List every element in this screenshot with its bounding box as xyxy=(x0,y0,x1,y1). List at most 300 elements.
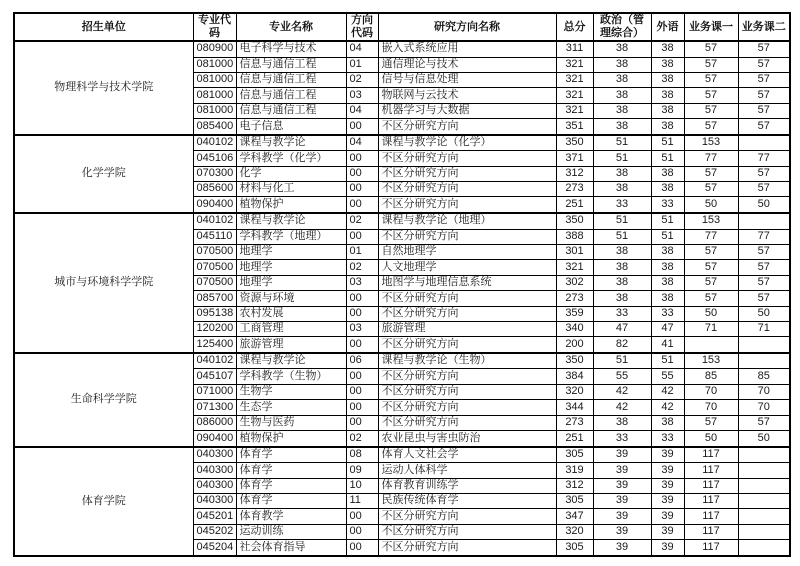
direction-code-cell: 01 xyxy=(346,57,378,72)
header-research-direction: 研究方向名称 xyxy=(378,13,556,41)
direction-code-cell: 04 xyxy=(346,41,378,57)
politics-score-cell: 38 xyxy=(593,103,651,118)
research-direction-cell: 物联网与云技术 xyxy=(378,88,556,103)
major-code-cell: 040300 xyxy=(193,493,236,508)
politics-score-cell: 38 xyxy=(593,41,651,57)
foreign-language-score-cell: 51 xyxy=(651,353,684,369)
course-one-score-cell: 57 xyxy=(684,182,738,197)
foreign-language-score-cell: 38 xyxy=(651,57,684,72)
total-score-cell: 305 xyxy=(556,540,593,556)
politics-score-cell: 38 xyxy=(593,119,651,135)
major-name-cell: 课程与教学论 xyxy=(236,213,346,229)
direction-code-cell: 02 xyxy=(346,72,378,87)
foreign-language-score-cell: 39 xyxy=(651,524,684,539)
research-direction-cell: 不区分研究方向 xyxy=(378,415,556,430)
politics-score-cell: 33 xyxy=(593,197,651,213)
course-two-score-cell: 57 xyxy=(738,72,790,87)
major-code-cell: 040102 xyxy=(193,213,236,229)
table-row xyxy=(14,353,790,369)
total-score-cell: 320 xyxy=(556,524,593,539)
major-name-cell: 地理学 xyxy=(236,244,346,259)
major-code-cell: 081000 xyxy=(193,57,236,72)
major-name-cell: 体育学 xyxy=(236,447,346,463)
direction-code-cell: 00 xyxy=(346,151,378,166)
foreign-language-score-cell: 39 xyxy=(651,447,684,463)
direction-code-cell: 11 xyxy=(346,493,378,508)
major-name-cell: 农村发展 xyxy=(236,306,346,321)
research-direction-cell: 不区分研究方向 xyxy=(378,182,556,197)
course-one-score-cell: 117 xyxy=(684,509,738,524)
politics-score-cell: 51 xyxy=(593,229,651,244)
direction-code-cell: 09 xyxy=(346,463,378,478)
research-direction-cell: 不区分研究方向 xyxy=(378,119,556,135)
course-one-score-cell: 85 xyxy=(684,369,738,384)
direction-code-cell: 00 xyxy=(346,540,378,556)
major-name-cell: 信息与通信工程 xyxy=(236,72,346,87)
politics-score-cell: 39 xyxy=(593,509,651,524)
major-code-cell: 040300 xyxy=(193,463,236,478)
direction-code-cell: 08 xyxy=(346,447,378,463)
major-name-cell: 植物保护 xyxy=(236,431,346,447)
direction-code-cell: 02 xyxy=(346,260,378,275)
major-code-cell: 085700 xyxy=(193,291,236,306)
major-name-cell: 课程与教学论 xyxy=(236,135,346,151)
total-score-cell: 371 xyxy=(556,151,593,166)
research-direction-cell: 民族传统体育学 xyxy=(378,493,556,508)
foreign-language-score-cell: 38 xyxy=(651,88,684,103)
major-name-cell: 电子信息 xyxy=(236,119,346,135)
unit-cell: 物理科学与技术学院 xyxy=(14,41,193,135)
total-score-cell: 312 xyxy=(556,166,593,181)
total-score-cell: 311 xyxy=(556,41,593,57)
total-score-cell: 347 xyxy=(556,509,593,524)
total-score-cell: 321 xyxy=(556,88,593,103)
direction-code-cell: 00 xyxy=(346,509,378,524)
major-code-cell: 081000 xyxy=(193,103,236,118)
total-score-cell: 321 xyxy=(556,57,593,72)
course-two-score-cell: 57 xyxy=(738,103,790,118)
politics-score-cell: 38 xyxy=(593,72,651,87)
table-row xyxy=(14,447,790,463)
politics-score-cell: 33 xyxy=(593,306,651,321)
course-one-score-cell: 117 xyxy=(684,478,738,493)
research-direction-cell: 课程与教学论（化学） xyxy=(378,135,556,151)
major-name-cell: 生物与医药 xyxy=(236,415,346,430)
research-direction-cell: 旅游管理 xyxy=(378,321,556,336)
foreign-language-score-cell: 42 xyxy=(651,384,684,399)
direction-code-cell: 00 xyxy=(346,524,378,539)
course-two-score-cell: 50 xyxy=(738,306,790,321)
major-code-cell: 080900 xyxy=(193,41,236,57)
research-direction-cell: 机器学习与大数据 xyxy=(378,103,556,118)
major-name-cell: 工商管理 xyxy=(236,321,346,336)
research-direction-cell: 不区分研究方向 xyxy=(378,291,556,306)
politics-score-cell: 39 xyxy=(593,493,651,508)
course-two-score-cell: 70 xyxy=(738,400,790,415)
table-row xyxy=(14,213,790,229)
total-score-cell: 251 xyxy=(556,431,593,447)
course-two-score-cell xyxy=(738,524,790,539)
politics-score-cell: 39 xyxy=(593,478,651,493)
direction-code-cell: 02 xyxy=(346,431,378,447)
foreign-language-score-cell: 33 xyxy=(651,431,684,447)
course-one-score-cell: 57 xyxy=(684,88,738,103)
major-name-cell: 信息与通信工程 xyxy=(236,88,346,103)
course-two-score-cell: 85 xyxy=(738,369,790,384)
course-two-score-cell: 57 xyxy=(738,244,790,259)
politics-score-cell: 82 xyxy=(593,337,651,353)
politics-score-cell: 33 xyxy=(593,431,651,447)
politics-score-cell: 38 xyxy=(593,57,651,72)
course-two-score-cell: 57 xyxy=(738,88,790,103)
politics-score-cell: 51 xyxy=(593,213,651,229)
major-code-cell: 040102 xyxy=(193,353,236,369)
foreign-language-score-cell: 38 xyxy=(651,119,684,135)
total-score-cell: 321 xyxy=(556,72,593,87)
major-name-cell: 体育学 xyxy=(236,493,346,508)
course-one-score-cell: 77 xyxy=(684,151,738,166)
admission-score-table xyxy=(13,12,791,557)
politics-score-cell: 38 xyxy=(593,260,651,275)
foreign-language-score-cell: 33 xyxy=(651,306,684,321)
foreign-language-score-cell: 39 xyxy=(651,509,684,524)
course-two-score-cell: 71 xyxy=(738,321,790,336)
major-code-cell: 085400 xyxy=(193,119,236,135)
total-score-cell: 200 xyxy=(556,337,593,353)
course-one-score-cell: 57 xyxy=(684,166,738,181)
foreign-language-score-cell: 55 xyxy=(651,369,684,384)
politics-score-cell: 38 xyxy=(593,275,651,290)
direction-code-cell: 06 xyxy=(346,353,378,369)
course-one-score-cell: 57 xyxy=(684,119,738,135)
major-code-cell: 071000 xyxy=(193,384,236,399)
course-one-score-cell: 77 xyxy=(684,229,738,244)
course-one-score-cell: 50 xyxy=(684,431,738,447)
course-two-score-cell: 57 xyxy=(738,166,790,181)
direction-code-cell: 00 xyxy=(346,197,378,213)
course-one-score-cell: 117 xyxy=(684,540,738,556)
research-direction-cell: 地图学与地理信息系统 xyxy=(378,275,556,290)
table-header-row xyxy=(14,13,790,41)
major-code-cell: 040102 xyxy=(193,135,236,151)
total-score-cell: 340 xyxy=(556,321,593,336)
major-name-cell: 体育学 xyxy=(236,463,346,478)
major-code-cell: 071300 xyxy=(193,400,236,415)
course-one-score-cell: 70 xyxy=(684,384,738,399)
major-name-cell: 运动训练 xyxy=(236,524,346,539)
direction-code-cell: 00 xyxy=(346,415,378,430)
total-score-cell: 312 xyxy=(556,478,593,493)
major-code-cell: 045106 xyxy=(193,151,236,166)
unit-cell: 生命科学学院 xyxy=(14,353,193,447)
research-direction-cell: 不区分研究方向 xyxy=(378,400,556,415)
header-major-name: 专业名称 xyxy=(236,13,346,41)
foreign-language-score-cell: 38 xyxy=(651,291,684,306)
major-code-cell: 045110 xyxy=(193,229,236,244)
major-name-cell: 地理学 xyxy=(236,260,346,275)
major-code-cell: 090400 xyxy=(193,431,236,447)
foreign-language-score-cell: 51 xyxy=(651,229,684,244)
total-score-cell: 344 xyxy=(556,400,593,415)
major-name-cell: 社会体育指导 xyxy=(236,540,346,556)
major-code-cell: 120200 xyxy=(193,321,236,336)
major-code-cell: 040300 xyxy=(193,478,236,493)
politics-score-cell: 51 xyxy=(593,151,651,166)
foreign-language-score-cell: 51 xyxy=(651,151,684,166)
research-direction-cell: 不区分研究方向 xyxy=(378,540,556,556)
direction-code-cell: 00 xyxy=(346,291,378,306)
course-two-score-cell: 57 xyxy=(738,291,790,306)
course-one-score-cell: 153 xyxy=(684,353,738,369)
research-direction-cell: 嵌入式系统应用 xyxy=(378,41,556,57)
foreign-language-score-cell: 38 xyxy=(651,166,684,181)
major-code-cell: 045202 xyxy=(193,524,236,539)
direction-code-cell: 03 xyxy=(346,275,378,290)
research-direction-cell: 不区分研究方向 xyxy=(378,337,556,353)
table-row xyxy=(14,41,790,57)
direction-code-cell: 00 xyxy=(346,400,378,415)
foreign-language-score-cell: 38 xyxy=(651,244,684,259)
major-code-cell: 045204 xyxy=(193,540,236,556)
major-code-cell: 086000 xyxy=(193,415,236,430)
major-name-cell: 化学 xyxy=(236,166,346,181)
research-direction-cell: 人文地理学 xyxy=(378,260,556,275)
major-name-cell: 体育学 xyxy=(236,478,346,493)
course-two-score-cell: 50 xyxy=(738,197,790,213)
total-score-cell: 321 xyxy=(556,260,593,275)
total-score-cell: 359 xyxy=(556,306,593,321)
politics-score-cell: 38 xyxy=(593,291,651,306)
major-code-cell: 085600 xyxy=(193,182,236,197)
header-direction-code: 方向代码 xyxy=(346,13,378,41)
politics-score-cell: 39 xyxy=(593,540,651,556)
foreign-language-score-cell: 47 xyxy=(651,321,684,336)
course-one-score-cell: 117 xyxy=(684,447,738,463)
direction-code-cell: 03 xyxy=(346,321,378,336)
course-two-score-cell xyxy=(738,509,790,524)
table-row xyxy=(14,135,790,151)
foreign-language-score-cell: 38 xyxy=(651,182,684,197)
major-code-cell: 081000 xyxy=(193,72,236,87)
major-code-cell: 045107 xyxy=(193,369,236,384)
politics-score-cell: 38 xyxy=(593,88,651,103)
course-one-score-cell: 57 xyxy=(684,275,738,290)
course-two-score-cell: 57 xyxy=(738,41,790,57)
research-direction-cell: 信号与信息处理 xyxy=(378,72,556,87)
foreign-language-score-cell: 39 xyxy=(651,463,684,478)
research-direction-cell: 通信理论与技术 xyxy=(378,57,556,72)
foreign-language-score-cell: 51 xyxy=(651,213,684,229)
research-direction-cell: 不区分研究方向 xyxy=(378,524,556,539)
major-code-cell: 070500 xyxy=(193,275,236,290)
major-name-cell: 资源与环境 xyxy=(236,291,346,306)
direction-code-cell: 00 xyxy=(346,229,378,244)
course-one-score-cell: 50 xyxy=(684,306,738,321)
foreign-language-score-cell: 39 xyxy=(651,540,684,556)
foreign-language-score-cell: 38 xyxy=(651,103,684,118)
total-score-cell: 301 xyxy=(556,244,593,259)
foreign-language-score-cell: 39 xyxy=(651,493,684,508)
politics-score-cell: 55 xyxy=(593,369,651,384)
politics-score-cell: 51 xyxy=(593,353,651,369)
foreign-language-score-cell: 51 xyxy=(651,135,684,151)
header-course-two: 业务课二 xyxy=(738,13,790,41)
total-score-cell: 305 xyxy=(556,493,593,508)
research-direction-cell: 不区分研究方向 xyxy=(378,151,556,166)
total-score-cell: 319 xyxy=(556,463,593,478)
major-name-cell: 体育教学 xyxy=(236,509,346,524)
foreign-language-score-cell: 38 xyxy=(651,72,684,87)
course-two-score-cell xyxy=(738,447,790,463)
major-name-cell: 学科教学（生物） xyxy=(236,369,346,384)
course-two-score-cell: 57 xyxy=(738,260,790,275)
research-direction-cell: 不区分研究方向 xyxy=(378,229,556,244)
course-two-score-cell xyxy=(738,463,790,478)
course-one-score-cell: 117 xyxy=(684,493,738,508)
course-one-score-cell: 117 xyxy=(684,524,738,539)
politics-score-cell: 51 xyxy=(593,135,651,151)
major-name-cell: 课程与教学论 xyxy=(236,353,346,369)
course-one-score-cell: 57 xyxy=(684,41,738,57)
course-one-score-cell: 57 xyxy=(684,291,738,306)
politics-score-cell: 38 xyxy=(593,166,651,181)
course-two-score-cell: 57 xyxy=(738,57,790,72)
foreign-language-score-cell: 38 xyxy=(651,260,684,275)
total-score-cell: 351 xyxy=(556,119,593,135)
unit-cell: 体育学院 xyxy=(14,447,193,556)
unit-cell: 城市与环境科学学院 xyxy=(14,213,193,353)
direction-code-cell: 04 xyxy=(346,103,378,118)
major-name-cell: 地理学 xyxy=(236,275,346,290)
politics-score-cell: 38 xyxy=(593,415,651,430)
course-two-score-cell: 70 xyxy=(738,384,790,399)
header-total-score: 总分 xyxy=(556,13,593,41)
major-code-cell: 081000 xyxy=(193,88,236,103)
header-unit: 招生单位 xyxy=(14,13,193,41)
major-name-cell: 电子科学与技术 xyxy=(236,41,346,57)
total-score-cell: 388 xyxy=(556,229,593,244)
total-score-cell: 384 xyxy=(556,369,593,384)
major-code-cell: 125400 xyxy=(193,337,236,353)
major-name-cell: 学科教学（化学） xyxy=(236,151,346,166)
research-direction-cell: 体育教育训练学 xyxy=(378,478,556,493)
direction-code-cell: 02 xyxy=(346,213,378,229)
total-score-cell: 305 xyxy=(556,447,593,463)
politics-score-cell: 42 xyxy=(593,384,651,399)
major-code-cell: 070500 xyxy=(193,260,236,275)
total-score-cell: 321 xyxy=(556,103,593,118)
research-direction-cell: 不区分研究方向 xyxy=(378,306,556,321)
politics-score-cell: 47 xyxy=(593,321,651,336)
total-score-cell: 350 xyxy=(556,213,593,229)
direction-code-cell: 04 xyxy=(346,135,378,151)
direction-code-cell: 10 xyxy=(346,478,378,493)
major-code-cell: 095138 xyxy=(193,306,236,321)
research-direction-cell: 不区分研究方向 xyxy=(378,384,556,399)
major-name-cell: 学科教学（地理） xyxy=(236,229,346,244)
major-name-cell: 信息与通信工程 xyxy=(236,103,346,118)
course-one-score-cell: 57 xyxy=(684,72,738,87)
research-direction-cell: 体育人文社会学 xyxy=(378,447,556,463)
politics-score-cell: 39 xyxy=(593,524,651,539)
research-direction-cell: 运动人体科学 xyxy=(378,463,556,478)
major-code-cell: 070500 xyxy=(193,244,236,259)
major-name-cell: 材料与化工 xyxy=(236,182,346,197)
course-one-score-cell: 57 xyxy=(684,244,738,259)
research-direction-cell: 不区分研究方向 xyxy=(378,369,556,384)
header-politics: 政治（管理综合） xyxy=(593,13,651,41)
course-one-score-cell: 57 xyxy=(684,415,738,430)
direction-code-cell: 00 xyxy=(346,369,378,384)
course-two-score-cell xyxy=(738,135,790,151)
major-name-cell: 信息与通信工程 xyxy=(236,57,346,72)
header-foreign-language: 外语 xyxy=(651,13,684,41)
politics-score-cell: 38 xyxy=(593,182,651,197)
course-two-score-cell xyxy=(738,213,790,229)
politics-score-cell: 38 xyxy=(593,244,651,259)
direction-code-cell: 00 xyxy=(346,306,378,321)
research-direction-cell: 课程与教学论（生物） xyxy=(378,353,556,369)
course-one-score-cell: 70 xyxy=(684,400,738,415)
course-one-score-cell: 117 xyxy=(684,463,738,478)
total-score-cell: 273 xyxy=(556,182,593,197)
direction-code-cell: 00 xyxy=(346,384,378,399)
course-one-score-cell: 57 xyxy=(684,260,738,275)
major-code-cell: 070300 xyxy=(193,166,236,181)
course-one-score-cell: 153 xyxy=(684,135,738,151)
foreign-language-score-cell: 41 xyxy=(651,337,684,353)
course-two-score-cell: 77 xyxy=(738,229,790,244)
politics-score-cell: 42 xyxy=(593,400,651,415)
research-direction-cell: 自然地理学 xyxy=(378,244,556,259)
foreign-language-score-cell: 42 xyxy=(651,400,684,415)
course-two-score-cell: 57 xyxy=(738,275,790,290)
foreign-language-score-cell: 33 xyxy=(651,197,684,213)
major-name-cell: 植物保护 xyxy=(236,197,346,213)
direction-code-cell: 03 xyxy=(346,88,378,103)
course-two-score-cell: 57 xyxy=(738,182,790,197)
total-score-cell: 273 xyxy=(556,415,593,430)
course-one-score-cell: 50 xyxy=(684,197,738,213)
foreign-language-score-cell: 38 xyxy=(651,41,684,57)
total-score-cell: 350 xyxy=(556,135,593,151)
course-two-score-cell: 50 xyxy=(738,431,790,447)
direction-code-cell: 00 xyxy=(346,119,378,135)
course-two-score-cell: 57 xyxy=(738,119,790,135)
direction-code-cell: 00 xyxy=(346,337,378,353)
major-code-cell: 045201 xyxy=(193,509,236,524)
major-code-cell: 090400 xyxy=(193,197,236,213)
course-two-score-cell xyxy=(738,540,790,556)
course-two-score-cell xyxy=(738,478,790,493)
total-score-cell: 302 xyxy=(556,275,593,290)
research-direction-cell: 不区分研究方向 xyxy=(378,166,556,181)
direction-code-cell: 00 xyxy=(346,182,378,197)
unit-cell: 化学学院 xyxy=(14,135,193,213)
course-two-score-cell xyxy=(738,337,790,353)
foreign-language-score-cell: 38 xyxy=(651,275,684,290)
major-name-cell: 生物学 xyxy=(236,384,346,399)
politics-score-cell: 39 xyxy=(593,447,651,463)
total-score-cell: 251 xyxy=(556,197,593,213)
course-two-score-cell: 77 xyxy=(738,151,790,166)
course-one-score-cell: 57 xyxy=(684,103,738,118)
course-one-score-cell xyxy=(684,337,738,353)
research-direction-cell: 不区分研究方向 xyxy=(378,509,556,524)
course-two-score-cell xyxy=(738,493,790,508)
research-direction-cell: 课程与教学论（地理） xyxy=(378,213,556,229)
total-score-cell: 273 xyxy=(556,291,593,306)
